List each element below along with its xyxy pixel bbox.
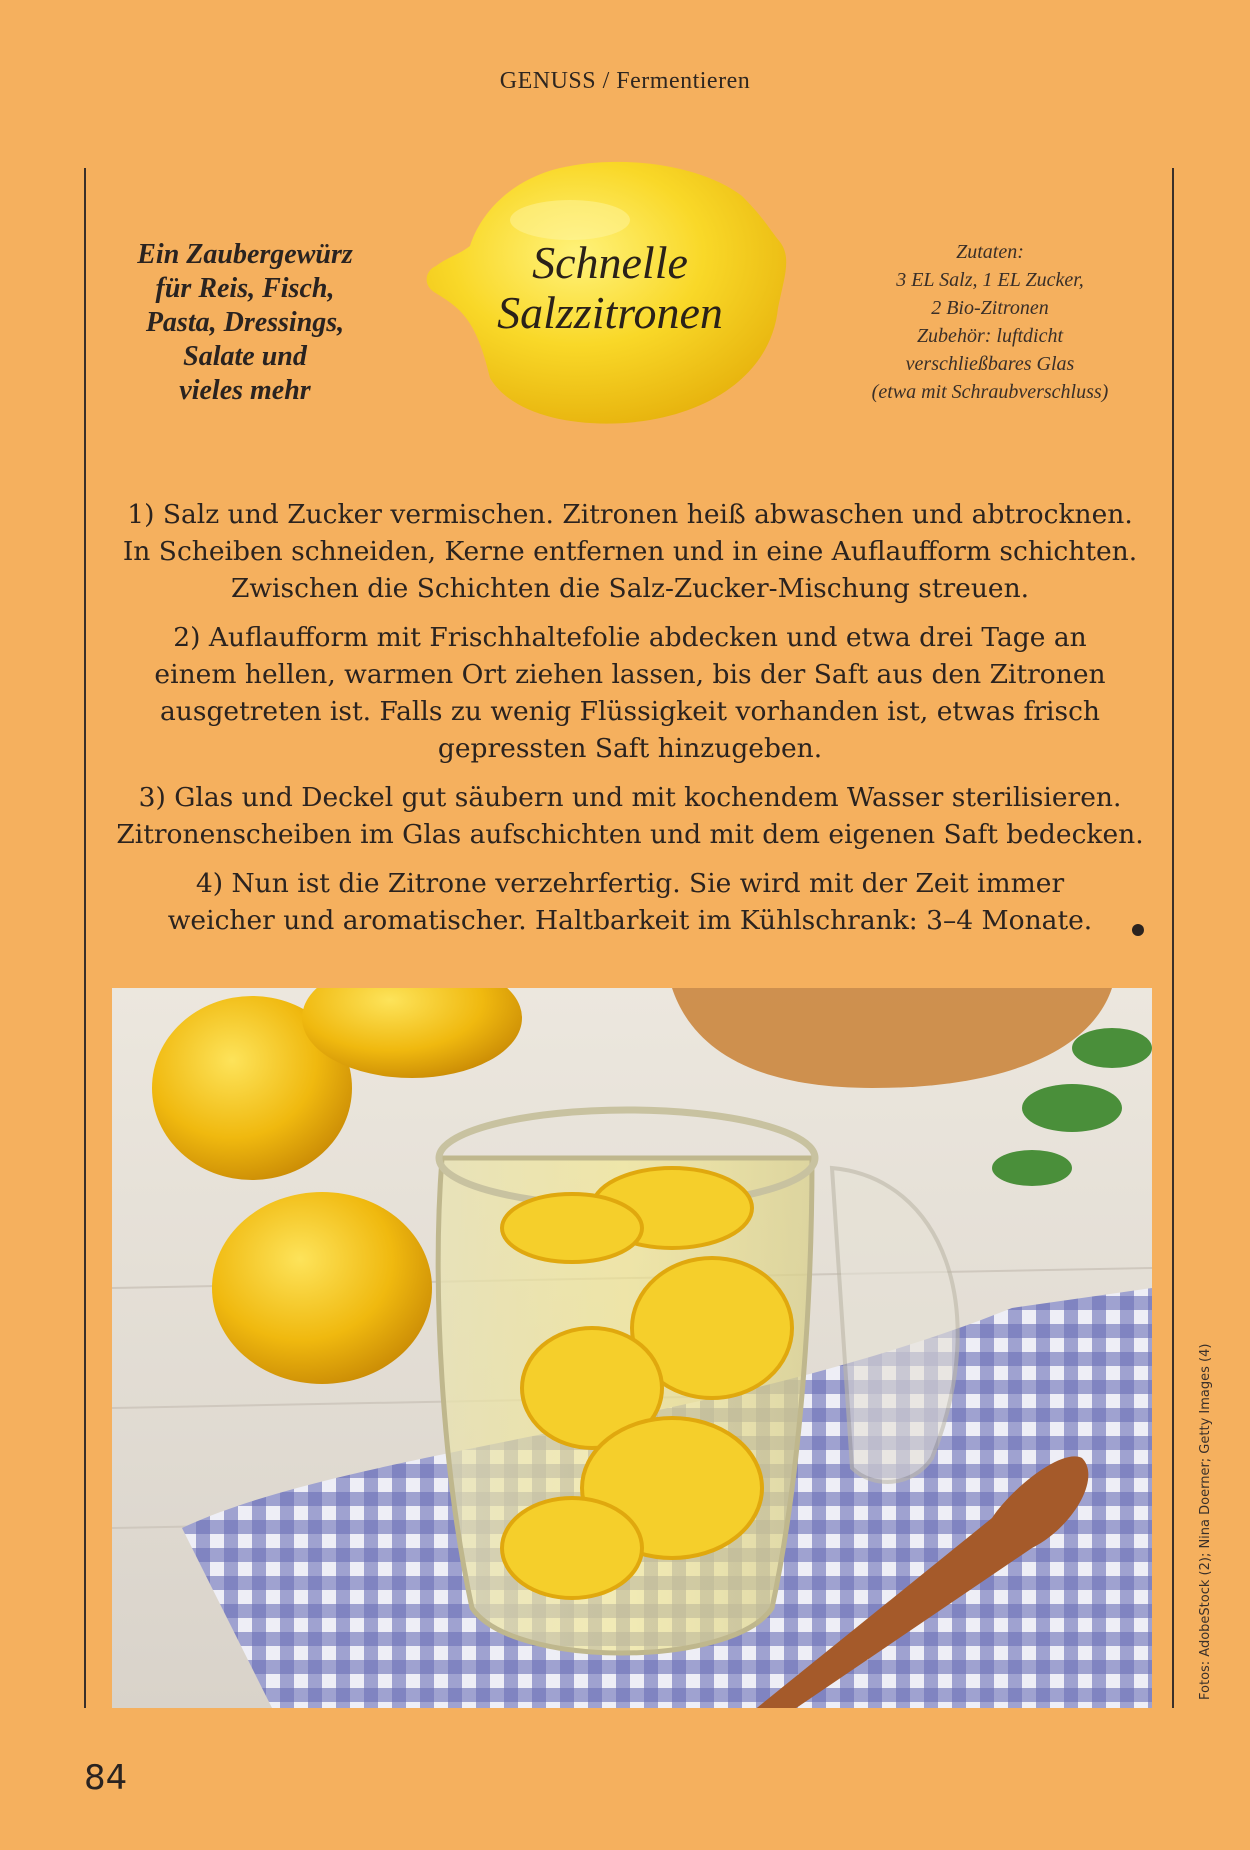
ingredients-line: 3 EL Salz, 1 EL Zucker,: [896, 269, 1084, 291]
ingredients-line: (etwa mit Schraubverschluss): [871, 381, 1109, 403]
tagline-line: Pasta, Dressings,: [145, 307, 345, 338]
tagline-line: vieles mehr: [179, 375, 311, 406]
ingredients-line: Zutaten:: [956, 241, 1024, 263]
ingredients-line: Zubehör: luftdicht: [916, 325, 1064, 347]
tagline-line: für Reis, Fisch,: [155, 273, 335, 304]
recipe-title: [440, 238, 780, 338]
title-line: Salzzitronen: [497, 287, 723, 338]
step-2: [110, 619, 1150, 767]
step-line: ausgetreten ist. Falls zu wenig Flüssigkeit vorhanden ist, etwas frisch: [160, 696, 1100, 727]
step-line: einem hellen, warmen Ort ziehen lassen, bis der Saft aus den Zitronen: [154, 659, 1106, 690]
page-number: 84: [84, 1758, 128, 1798]
step-line: 1) Salz und Zucker vermischen. Zitronen heiß abwaschen und abtrocknen.: [127, 499, 1133, 530]
step-4: [110, 865, 1150, 939]
photo-credit: Fotos: AdobeStock (2); Nina Doerner; Getty Images (4): [1198, 1343, 1213, 1700]
step-line: 4) Nun ist die Zitrone verzehrfertig. Sie wird mit der Zeit immer: [195, 868, 1065, 899]
step-3: [110, 779, 1150, 853]
tagline-line: Salate und: [183, 341, 307, 372]
section-header: GENUSS / Fermentieren: [499, 68, 751, 94]
title-line: Schnelle: [532, 237, 688, 288]
tagline-line: Ein Zaubergewürz: [137, 239, 353, 270]
recipe-steps: [110, 496, 1150, 951]
tagline: [120, 238, 370, 408]
step-line: 3) Glas und Deckel gut säubern und mit kochendem Wasser sterilisieren.: [138, 782, 1122, 813]
step-line: 2) Auflaufform mit Frischhaltefolie abdecken und etwa drei Tage an: [173, 622, 1087, 653]
step-line: gepressten Saft hinzugeben.: [437, 733, 823, 764]
salted-lemons-photo: [112, 988, 1152, 1708]
step-1: [110, 496, 1150, 607]
left-rule: [84, 168, 86, 1708]
right-rule: [1172, 168, 1174, 1708]
step-line: In Scheiben schneiden, Kerne entfernen und in eine Auflaufform schichten.: [122, 536, 1138, 567]
end-mark: [1132, 924, 1144, 936]
ingredients-box: [840, 238, 1140, 406]
step-line: weicher und aromatischer. Haltbarkeit im Kühlschrank: 3–4 Monate.: [167, 905, 1093, 936]
step-line: Zitronenscheiben im Glas aufschichten und mit dem eigenen Saft bedecken.: [116, 819, 1144, 850]
ingredients-line: 2 Bio-Zitronen: [931, 297, 1049, 319]
ingredients-line: verschließbares Glas: [905, 353, 1075, 375]
step-line: Zwischen die Schichten die Salz-Zucker-Mischung streuen.: [230, 573, 1030, 604]
